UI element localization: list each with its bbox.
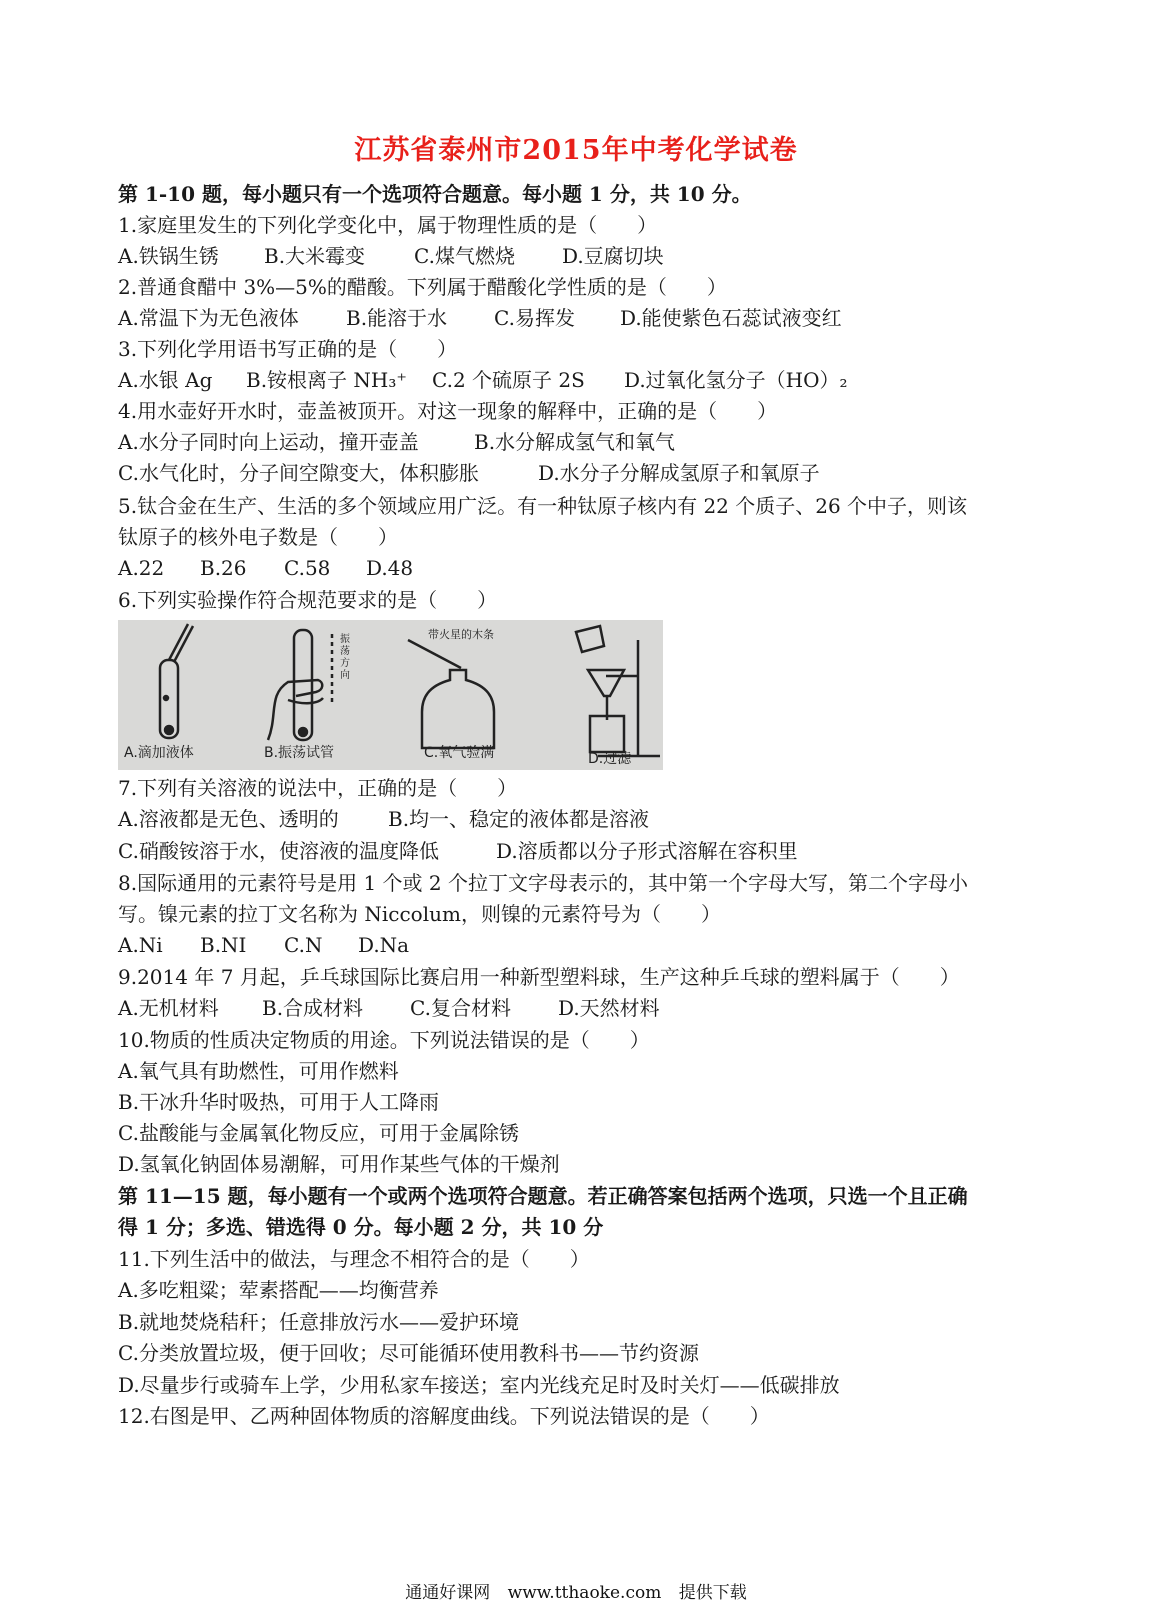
question-2-options bbox=[118, 304, 842, 332]
option: D.Na bbox=[358, 933, 410, 957]
label-splint: 带火星的木条 bbox=[428, 628, 494, 641]
question-5-options bbox=[118, 554, 413, 582]
option: A.多吃粗粱；荤素搭配——均衡营养 bbox=[118, 1278, 439, 1302]
question-4-options-row1 bbox=[118, 428, 675, 456]
caption-d: D.过滤 bbox=[588, 751, 632, 767]
question-4: 4.用水壶好开水时，壶盖被顶开。对这一现象的解释中，正确的是（ ） bbox=[118, 399, 778, 423]
option: C.分类放置垃圾，便于回收；尽可能循环使用教科书——节约资源 bbox=[118, 1341, 699, 1365]
lab-illustrations bbox=[118, 620, 663, 770]
option: C.盐酸能与金属氧化物反应，可用于金属除锈 bbox=[118, 1121, 519, 1145]
option: D.水分子分解成氢原子和氧原子 bbox=[538, 461, 820, 485]
question-1-options bbox=[118, 242, 664, 270]
option: C.N bbox=[284, 933, 323, 957]
question-4-options-row2 bbox=[118, 459, 820, 487]
option: D.溶质都以分子形式溶解在容积里 bbox=[496, 839, 798, 863]
question-9-options bbox=[118, 994, 660, 1022]
option: C.煤气燃烧 bbox=[414, 244, 515, 268]
caption-a: A.滴加液体 bbox=[124, 745, 194, 761]
footer-url[interactable]: www.tthaoke.com bbox=[507, 1583, 662, 1603]
gas-bottle-illustration bbox=[408, 640, 494, 748]
option: A.氧气具有助燃性，可用作燃料 bbox=[118, 1059, 399, 1083]
option: B.26 bbox=[200, 556, 247, 580]
question-8-options bbox=[118, 931, 409, 959]
footer-site-name: 通通好课网 bbox=[405, 1583, 491, 1603]
page-title: 江苏省泰州市2015年中考化学试卷 bbox=[354, 135, 798, 166]
option: C.58 bbox=[284, 556, 331, 580]
question-9: 9.2014 年 7 月起，乒乓球国际比赛启用一种新型塑料球，生产这种乒乓球的塑料属于（ ） bbox=[118, 965, 960, 989]
question-5-cont: 钛原子的核外电子数是（ ） bbox=[118, 525, 398, 549]
option: B.合成材料 bbox=[262, 996, 364, 1020]
option: C.水气化时，分子间空隙变大，体积膨胀 bbox=[118, 461, 479, 485]
option: B.干冰升华时吸热，可用于人工降雨 bbox=[118, 1090, 440, 1114]
caption-b: B.振荡试管 bbox=[264, 745, 335, 761]
question-7-options-row2 bbox=[118, 837, 798, 865]
page-footer bbox=[0, 1578, 1152, 1603]
question-1: 1.家庭里发生的下列化学变化中，属于物理性质的是（ ） bbox=[118, 213, 658, 237]
shaking-tube-illustration bbox=[268, 630, 332, 740]
option: B.能溶于水 bbox=[346, 306, 448, 330]
option: A.常温下为无色液体 bbox=[118, 306, 299, 330]
section-heading-2: 第 11—15 题，每小题有一个或两个选项符合题意。若正确答案包括两个选项，只选一个且正确 bbox=[118, 1184, 968, 1208]
option: B.水分解成氢气和氧气 bbox=[474, 430, 676, 454]
option: B.大米霉变 bbox=[264, 244, 366, 268]
option: B.均一、稳定的液体都是溶液 bbox=[388, 807, 650, 831]
option: A.Ni bbox=[118, 933, 163, 957]
filtration-illustration bbox=[576, 626, 660, 756]
option: A.水银 Ag bbox=[118, 368, 213, 392]
question-3-options bbox=[118, 366, 848, 394]
option: B.NI bbox=[200, 933, 247, 957]
question-3: 3.下列化学用语书写正确的是（ ） bbox=[118, 337, 458, 361]
option: D.氢氧化钠固体易潮解，可用作某些气体的干燥剂 bbox=[118, 1152, 560, 1176]
option: C.易挥发 bbox=[494, 306, 575, 330]
question-8: 8.国际通用的元素符号是用 1 个或 2 个拉丁文字母表示的，其中第一个字母大写，第二个字母小 bbox=[118, 871, 968, 895]
option: C.复合材料 bbox=[410, 996, 511, 1020]
footer-note: 提供下载 bbox=[678, 1583, 747, 1603]
caption-c: C.氧气验满 bbox=[424, 745, 495, 761]
question-11: 11.下列生活中的做法，与理念不相符合的是（ ） bbox=[118, 1247, 590, 1271]
section-heading: 第 1-10 题，每小题只有一个选项符合题意。每小题 1 分，共 10 分。 bbox=[118, 182, 752, 206]
option: A.无机材料 bbox=[118, 996, 219, 1020]
lab-operations-figure bbox=[118, 620, 663, 770]
option: B.就地焚烧秸秆；任意排放污水——爱护环境 bbox=[118, 1310, 520, 1334]
option: A.22 bbox=[118, 556, 165, 580]
question-7-options-row1 bbox=[118, 805, 649, 833]
option: B.铵根离子 NH₃⁺ bbox=[246, 368, 407, 392]
option: C.硝酸铵溶于水，使溶液的温度降低 bbox=[118, 839, 439, 863]
option: D.48 bbox=[366, 556, 414, 580]
option: A.水分子同时向上运动，撞开壶盖 bbox=[118, 430, 419, 454]
label-shake-direction: 振荡方向 bbox=[340, 634, 350, 681]
option: A.铁锅生锈 bbox=[118, 244, 219, 268]
option: D.豆腐切块 bbox=[562, 244, 664, 268]
question-8-cont: 写。镍元素的拉丁文名称为 Niccolum，则镍的元素符号为（ ） bbox=[118, 902, 721, 926]
question-2: 2.普通食醋中 3%—5%的醋酸。下列属于醋酸化学性质的是（ ） bbox=[118, 275, 727, 299]
option: C.2 个硫原子 2S bbox=[432, 368, 585, 392]
option: D.过氧化氢分子（HO）₂ bbox=[624, 368, 848, 392]
option: A.溶液都是无色、透明的 bbox=[118, 807, 339, 831]
option: D.尽量步行或骑车上学，少用私家车接送；室内光线充足时及时关灯——低碳排放 bbox=[118, 1373, 840, 1397]
question-12: 12.右图是甲、乙两种固体物质的溶解度曲线。下列说法错误的是（ ） bbox=[118, 1404, 770, 1428]
question-7: 7.下列有关溶液的说法中，正确的是（ ） bbox=[118, 776, 518, 800]
option: D.能使紫色石蕊试液变红 bbox=[620, 306, 842, 330]
section-heading-2-cont: 得 1 分；多选、错选得 0 分。每小题 2 分，共 10 分 bbox=[118, 1215, 604, 1239]
question-5: 5.钛合金在生产、生活的多个领域应用广泛。有一种钛原子核内有 22 个质子、26 个中子，则该 bbox=[118, 494, 968, 518]
question-10: 10.物质的性质决定物质的用途。下列说法错误的是（ ） bbox=[118, 1028, 650, 1052]
dropper-tube-illustration bbox=[160, 624, 193, 738]
option: D.天然材料 bbox=[558, 996, 660, 1020]
question-6: 6.下列实验操作符合规范要求的是（ ） bbox=[118, 588, 498, 612]
